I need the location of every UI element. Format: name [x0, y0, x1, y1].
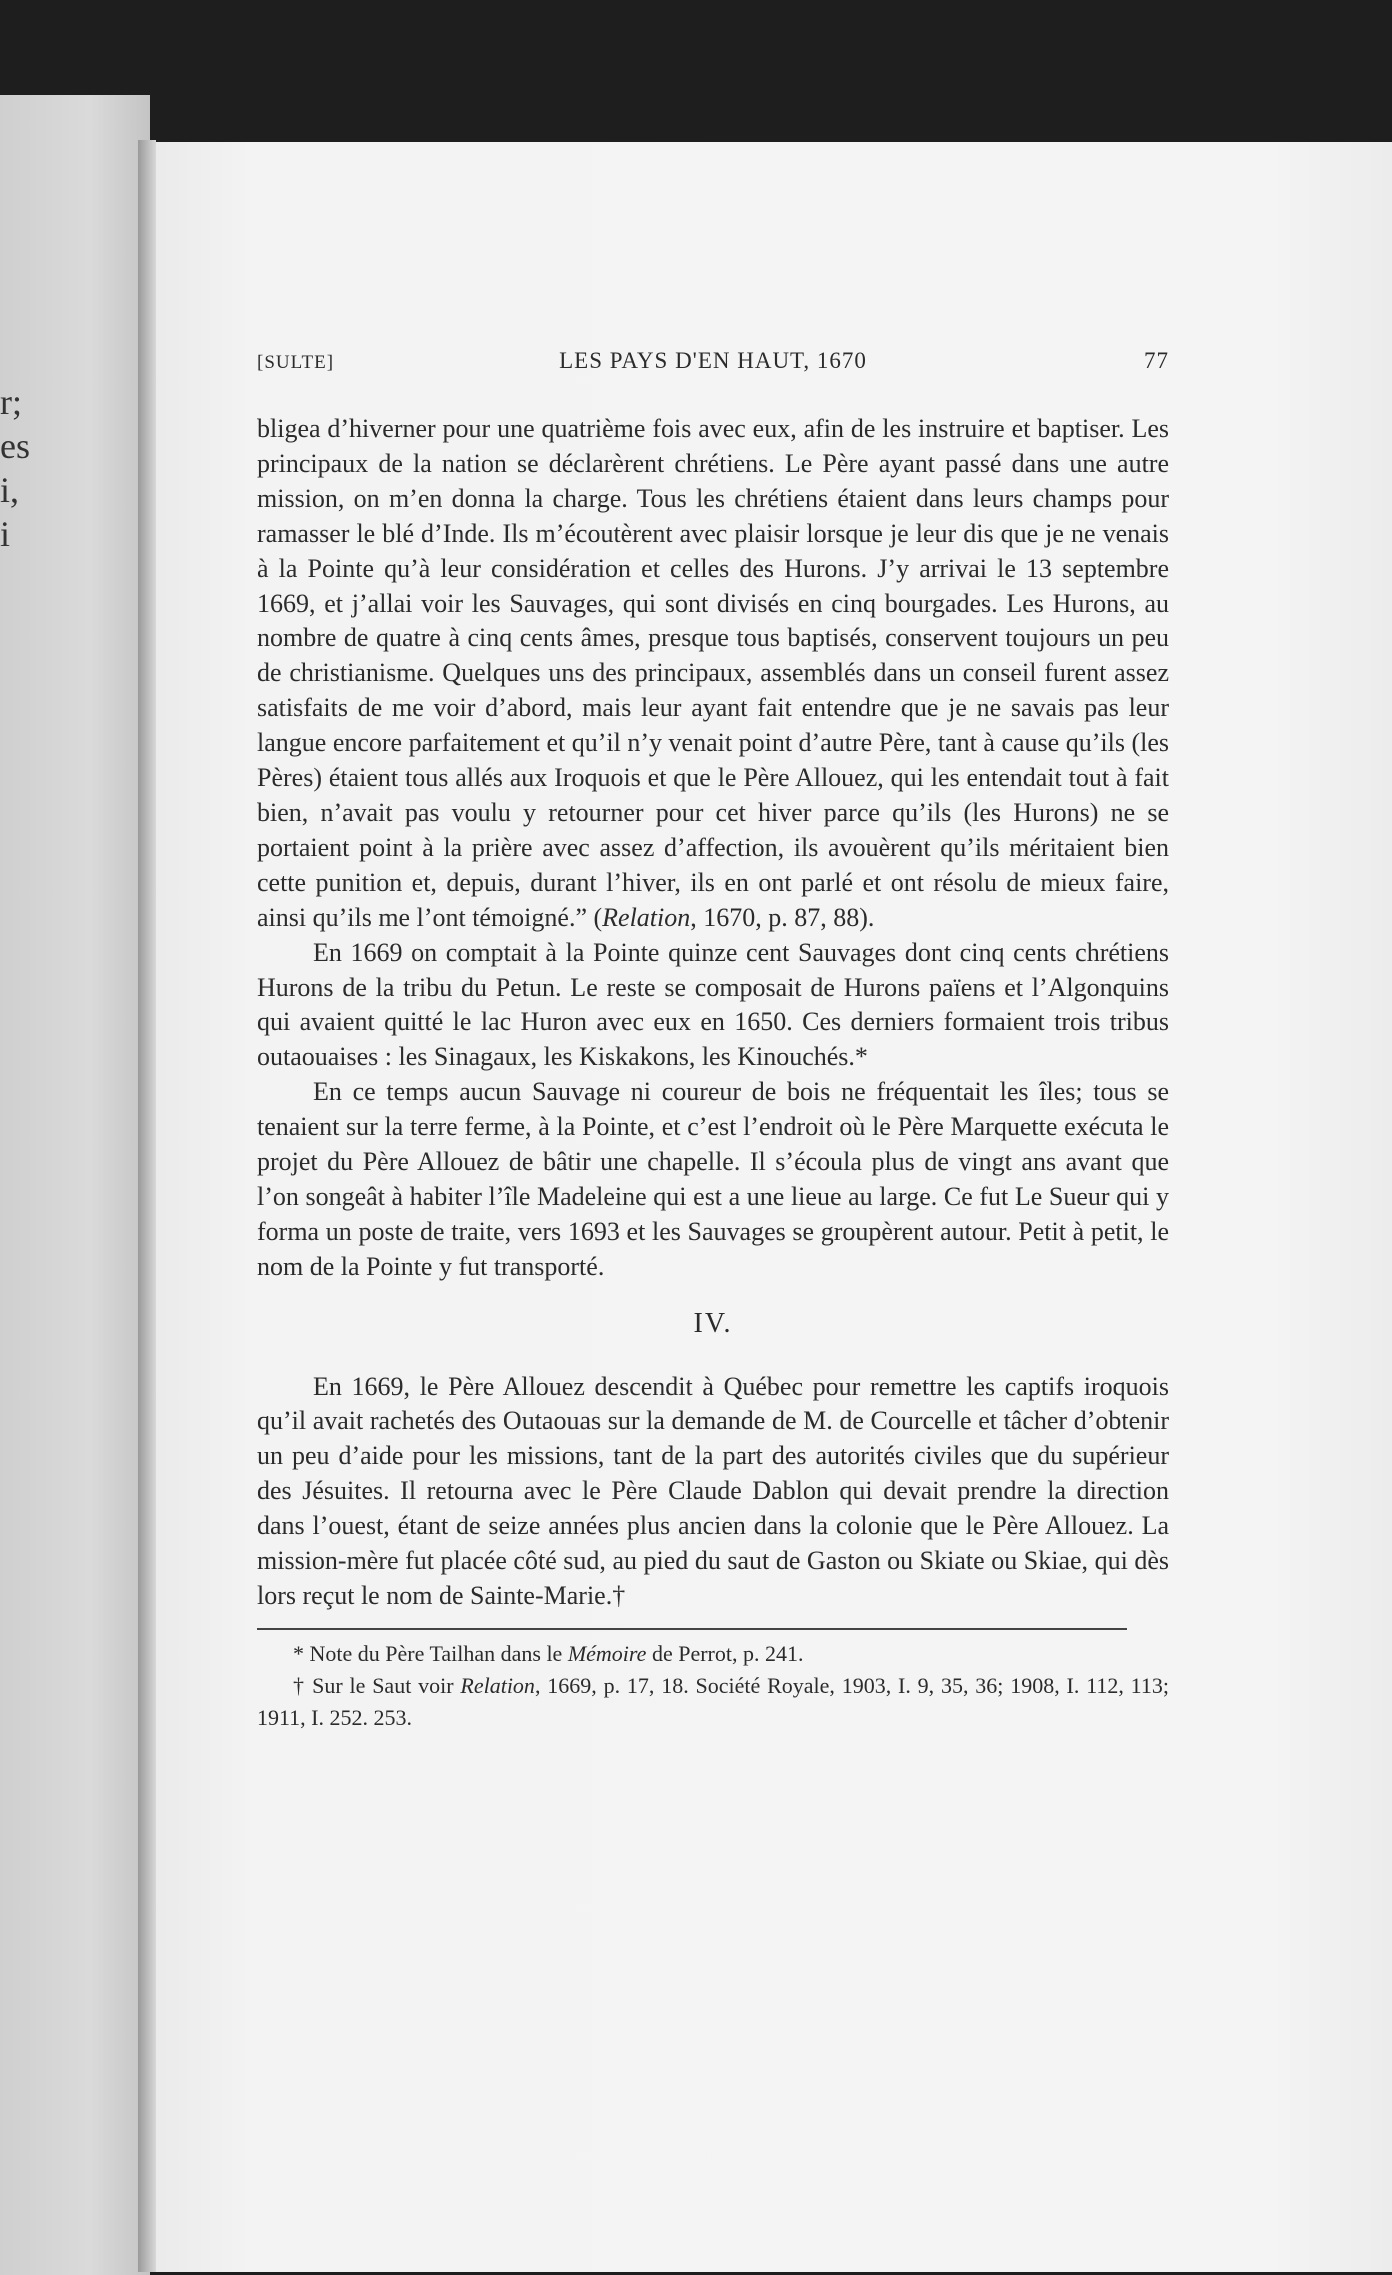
- paragraph: En 1669, le Père Allouez descendit à Québec pour remettre les captifs iroquois qu’il avait rachetés des Outaouas sur la demande de M. de Courcelle et tâcher d’obtenir un peu d’aide pour les missions, tant de la part des autorités civiles que du supérieur des Jésuites. Il retourna avec le Père Claude Dablon qui devait prendre la direction dans l’ouest, étant de seize années plus ancien dans la colonie que le Père Allouez. La mission-mère fut placée côté sud, au pied du saut de Gaston ou Skiate ou Skiae, qui dès lors reçut le nom de Sainte-Marie.†: [257, 1371, 1169, 1610]
- footnote-rule: [257, 1628, 1127, 1630]
- citation-italic: Relation: [602, 902, 691, 932]
- page-number: 77: [1144, 348, 1169, 373]
- fragment: i,: [0, 470, 20, 510]
- footnote: † Sur le Saut voir Relation, 1669, p. 17, 18. Société Royale, 1903, I. 9, 35, 36; 1908, I. 112, 113; 1911, I. 252. 253.: [257, 1672, 1169, 1730]
- header-author: [SULTE]: [257, 352, 335, 373]
- paragraph: En ce temps aucun Sauvage ni coureur de bois ne fréquentait les îles; tous se tenaient sur la terre ferme, à la Pointe, et c’est l’endroit où le Père Marquette exécuta le projet du Père Allouez de bâtir une chapelle. Il s’écoula plus de vingt ans avant que l’on songeât à habiter l’île Madeleine qui est a une lieue au large. Ce fut Le Sueur qui y forma un poste de traite, vers 1693 et les Sauvages se groupèrent autour. Petit à petit, le nom de la Pointe y fut transporté.: [257, 1077, 1169, 1281]
- section-heading: IV.: [693, 1307, 733, 1339]
- facing-page-fragments: [0, 380, 30, 556]
- paragraph: En 1669 on comptait à la Pointe quinze cent Sauvages dont cinq cents chrétiens Hurons de la tribu du Petun. Le reste se composait de Hurons païens et l’Algonquins qui avaient quitté le lac Huron avec eux en 1650. Ces derniers formaient trois tribus outaouaises : les Sinagaux, les Kiskakons, les Kinouchés.*: [257, 937, 1169, 1072]
- footnote: * Note du Père Tailhan dans le Mémoire de Perrot, p. 241.: [293, 1640, 804, 1666]
- body-text: [257, 412, 1169, 1734]
- paragraph: bligea d’hiverner pour une quatrième fois avec eux, afin de les instruire et baptiser. Les principaux de la nation se déclarèrent chrétiens. Le Père ayant passé dans une autre mission, on m’en donna la charge. Tous les chrétiens étaient dans leurs champs pour ramasser le blé d’Inde. Ils m’écoutèrent avec plaisir lorsque je leur dis que je ne venais à la Pointe qu’à leur considération et celles des Hurons. J’y arrivai le 13 septembre 1669, et j’allai voir les Sauvages, qui sont divisés en cinq bourgades. Les Hurons, au nombre de quatre à cinq cents âmes, presque tous baptisés, conservent toujours un peu de christianisme. Quelques uns des principaux, assemblés dans un conseil furent assez satisfaits de me voir d’abord, mais leur ayant fait entendre que je ne savais pas leur langue encore parfaitement et qu’il n’y venait point d’autre Père, tant à cause qu’ils (les Pères) étaient tous allés aux Iroquois et que le Père Allouez, qui les entendait tout à fait bien, n’avait pas voulu y retourner pour cet hiver parce qu’ils (les Hurons) ne se portaient point à la prière avec assez d’affection, ils avouèrent qu’ils méritaient bien cette punition et, depuis, durant l’hiver, ils en ont parlé et ont résolu de mieux faire, ainsi qu’ils me l’ont témoigné.” (Relation, 1670, p. 87, 88).: [257, 414, 1169, 932]
- running-header: [257, 348, 1169, 388]
- footnotes: [257, 1638, 1169, 1734]
- fragment: i: [0, 514, 11, 554]
- fragment: r;: [0, 382, 22, 422]
- fragment: es: [0, 426, 30, 466]
- header-title: LES PAYS D'EN HAUT, 1670: [559, 348, 867, 373]
- page-gutter: [138, 140, 156, 2272]
